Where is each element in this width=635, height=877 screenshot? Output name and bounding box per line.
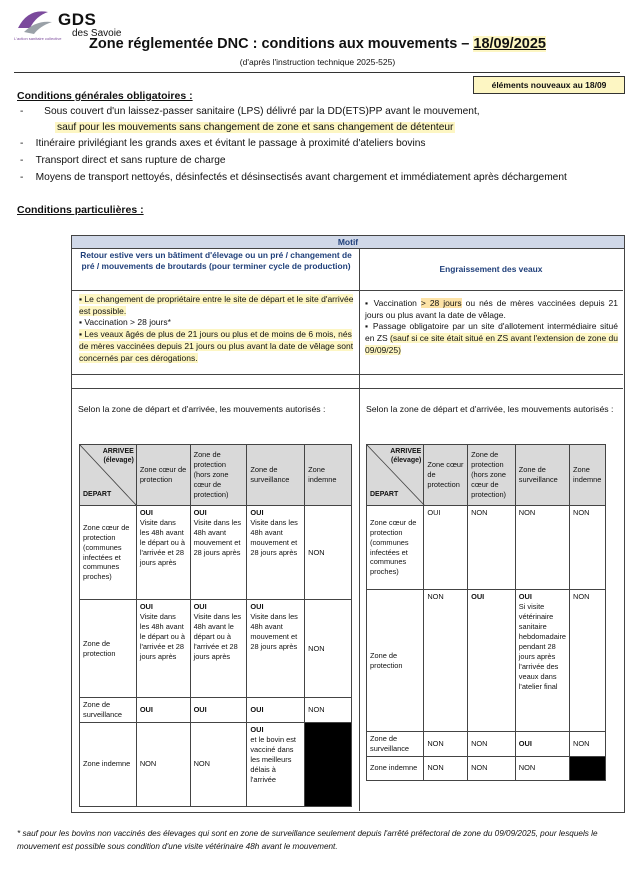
- col1-rule-3: ▪ Les veaux âgés de plus de 21 jours ou plus et de moins de 6 mois, nés de mères vaccinées depuis 21 jours ou plus avant la date de vêlage sont concernés par ces dérogations.: [79, 329, 354, 363]
- page-subtitle: (d'après l'instruction technique 2025-525): [239, 57, 396, 67]
- row-header: Zone de surveillance: [367, 732, 424, 757]
- title-date: 18/09/2025: [473, 36, 546, 52]
- table-cell: NON: [468, 732, 516, 757]
- table-row: [80, 506, 352, 600]
- table-cell: OUI: [190, 698, 247, 723]
- table-cell: NON: [468, 756, 516, 780]
- intro-text-1: Selon la zone de départ et d'arrivée, les mouvements autorisés :: [78, 404, 326, 414]
- table-cell: OUI Visite dans les 48h avant le départ ou à l'arrivée et 28 jours après: [136, 600, 190, 698]
- col-header: Zone de protection (hors zone cœur de protection): [468, 445, 516, 506]
- col-header: Zone cœur de protection: [136, 445, 190, 506]
- col-header: Zone indemne: [570, 445, 606, 506]
- corner-cell: [80, 445, 137, 506]
- new-elements-badge: éléments nouveaux au 18/09: [473, 76, 625, 94]
- blocked-cell: [570, 756, 606, 780]
- header-divider: [14, 72, 620, 73]
- motif-col1-rules: [79, 294, 354, 364]
- table-cell: OUI Visite dans les 48h avant le départ ou à l'arrivée et 28 jours après: [190, 600, 247, 698]
- motif-col2-rules: [365, 298, 618, 357]
- table-cell: NON: [424, 590, 468, 732]
- gds-logo-mark: [14, 6, 54, 38]
- general-item-4: - Moyens de transport nettoyés, désinfectés et désinsectisés avant chargement et immédiatement après déchargement: [20, 172, 567, 183]
- general-item-3: - Transport direct et sans rupture de charge: [20, 155, 226, 166]
- table-cell: NON: [190, 722, 247, 806]
- zone-table-1: [79, 444, 352, 807]
- page-title: [0, 36, 635, 52]
- motif-col2-title: Engraissement des veaux: [439, 264, 543, 274]
- corner-arrivee: ARRIVEE (élevage): [390, 448, 422, 465]
- motif-header: Motif: [71, 235, 625, 249]
- table-row: [80, 722, 352, 806]
- row-header: Zone indemne: [80, 722, 137, 806]
- table-cell: NON: [570, 590, 606, 732]
- col-header: Zone de surveillance: [247, 445, 305, 506]
- row-header: Zone indemne: [367, 756, 424, 780]
- table-cell: NON: [570, 732, 606, 757]
- table-cell: NON: [424, 732, 468, 757]
- row-header: Zone de protection: [367, 590, 424, 732]
- motif-col-divider: [359, 248, 360, 811]
- col-header: Zone de protection (hors zone cœur de protection): [190, 445, 247, 506]
- table-cell: OUI: [136, 698, 190, 723]
- table-cell: OUI Visite dans les 48h avant le départ ou à l'arrivée et 28 jours après: [136, 506, 190, 600]
- table-cell: OUI: [515, 732, 569, 757]
- logo-tagline: L'action sanitaire collective: [14, 36, 62, 41]
- table-row: [367, 732, 606, 757]
- zone-table-2: [366, 444, 606, 781]
- corner-arrivee: ARRIVEE (élevage): [102, 448, 134, 465]
- table-cell: OUI Visite dans les 48h avant mouvement et 28 jours après: [190, 506, 247, 600]
- table-cell: OUI Si visite vétérinaire sanitaire hebdomadaire pendant 28 jours après l'arrivée des veaux dans l'atelier final: [515, 590, 569, 732]
- title-main: Zone réglementée DNC : conditions aux mouvements –: [89, 36, 474, 52]
- col2-rule-1: ▪ Vaccination > 28 jours ou nés de mères vaccinées depuis 21 jours ou plus avant la date de vêlage.: [365, 298, 619, 320]
- motif-row-line-3: [71, 388, 623, 389]
- table-row: [80, 600, 352, 698]
- col1-rule-2: ▪ Vaccination > 28 jours*: [79, 317, 171, 328]
- row-header: Zone cœur de protection (communes infectées et communes proches): [80, 506, 137, 600]
- logo-sub: des Savoie: [72, 28, 122, 39]
- blocked-cell: [305, 722, 352, 806]
- corner-depart: DEPART: [370, 490, 399, 498]
- table-cell: NON: [305, 506, 352, 600]
- intro-text-2: Selon la zone de départ et d'arrivée, les mouvements autorisés :: [366, 404, 614, 414]
- footnote: * sauf pour les bovins non vaccinés des élevages qui sont en zone de surveillance seulement depuis l'arrêté préfectoral de zone du 09/09/2025, pour lesquels le mouvement est possible sous condition d'une visite vétérinaire 48h avant le mouvement.: [17, 829, 598, 851]
- table-cell: OUI Visite dans les 48h avant mouvement et 28 jours après: [247, 506, 305, 600]
- particular-heading: Conditions particulières :: [17, 204, 144, 216]
- col1-rule-1: ▪ Le changement de propriétaire entre le site de départ et le site d'arrivée est possible.: [79, 294, 354, 316]
- table-row: [367, 506, 606, 590]
- motif-row-line-2: [71, 374, 623, 375]
- general-heading: Conditions générales obligatoires :: [17, 90, 193, 102]
- table-cell: OUI et le bovin est vacciné dans les meilleurs délais à l'arrivée: [247, 722, 305, 806]
- table-cell: NON: [305, 600, 352, 698]
- col-header: Zone de surveillance: [515, 445, 569, 506]
- general-item-1: - Sous couvert d'un laissez-passer sanitaire (LPS) délivré par la DD(ETS)PP avant le mouvement,: [20, 106, 480, 117]
- general-item-2: - Itinéraire privilégiant les grands axes et évitant le passage à proximité d'ateliers bovins: [20, 138, 426, 149]
- table-cell: OUI: [424, 506, 468, 590]
- table-cell: OUI: [468, 590, 516, 732]
- general-item-1b: sauf pour les mouvements sans changement de zone et sans changement de détenteur: [57, 122, 454, 133]
- table-cell: NON: [468, 506, 516, 590]
- row-header: Zone de protection: [80, 600, 137, 698]
- col2-rule-2: ▪ Passage obligatoire par un site d'allotement intermédiaire situé en ZS (sauf si ce site était situé en ZS avant l'extension de zone du 09/09/25): [365, 321, 619, 355]
- table-cell: NON: [305, 698, 352, 723]
- table-row: [367, 756, 606, 780]
- col-header: Zone indemne: [305, 445, 352, 506]
- table-cell: NON: [515, 506, 569, 590]
- motif-row-line-1: [71, 290, 623, 291]
- table-row: [80, 698, 352, 723]
- row-header: Zone de surveillance: [80, 698, 137, 723]
- motif-col1-title: Retour estive vers un bâtiment d'élevage ou un pré / changement de pré / mouvements de broutards (pour terminer cycle de production): [80, 250, 352, 271]
- col-header: Zone cœur de protection: [424, 445, 468, 506]
- table-cell: NON: [570, 506, 606, 590]
- table-row: [367, 590, 606, 732]
- corner-depart: DEPART: [83, 490, 112, 498]
- table-cell: NON: [136, 722, 190, 806]
- table-cell: OUI: [247, 698, 305, 723]
- logo-name: GDS: [58, 10, 97, 29]
- table-cell: OUI Visite dans les 48h avant mouvement et 28 jours après: [247, 600, 305, 698]
- table-cell: NON: [515, 756, 569, 780]
- corner-cell: [367, 445, 424, 506]
- row-header: Zone cœur de protection (communes infectées et communes proches): [367, 506, 424, 590]
- table-cell: NON: [424, 756, 468, 780]
